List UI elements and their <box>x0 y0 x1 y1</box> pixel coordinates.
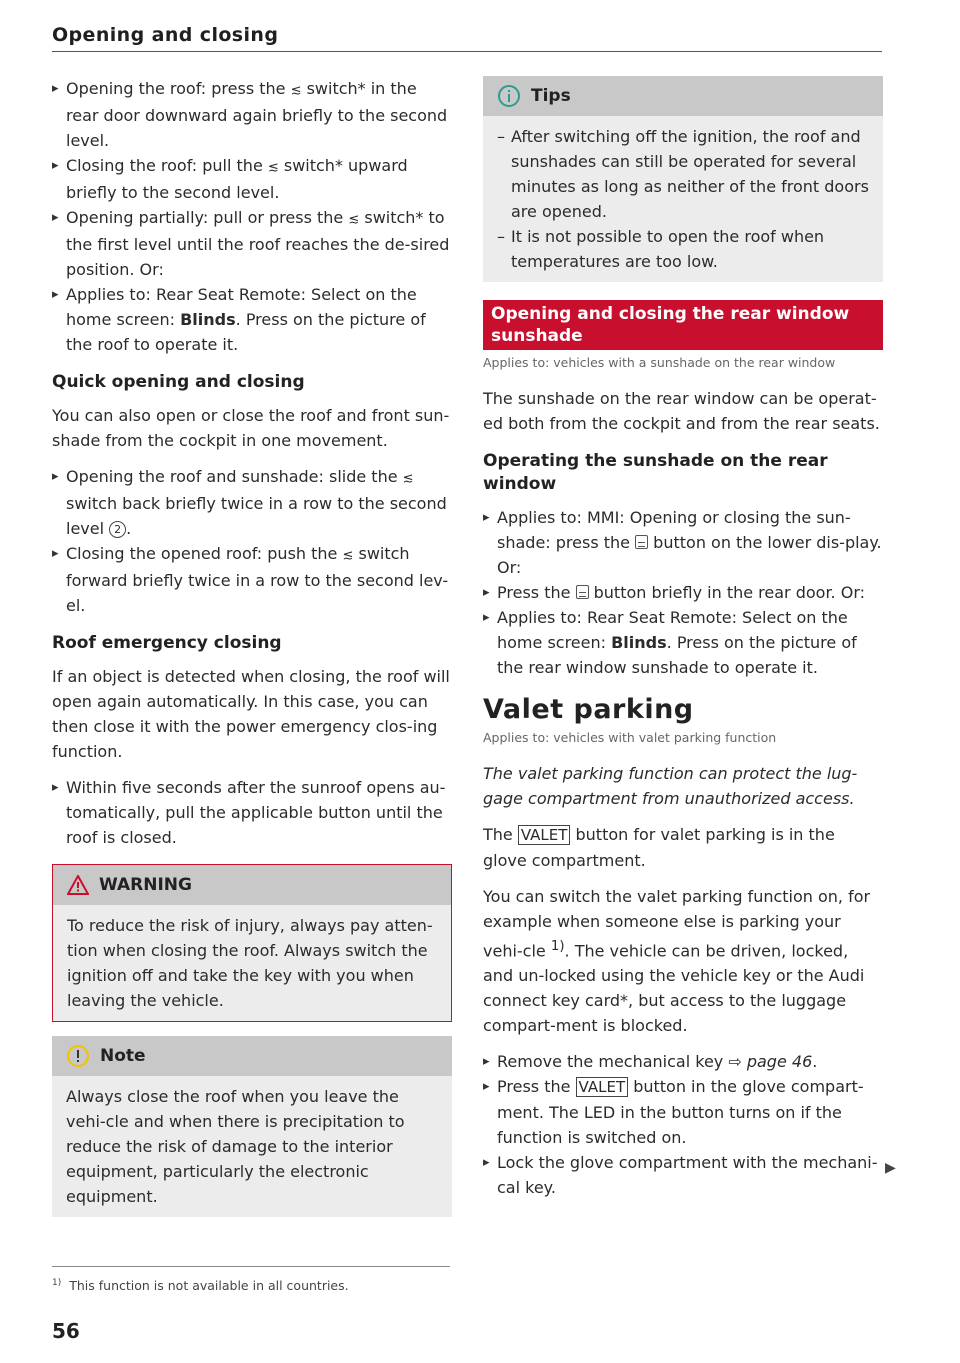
tips-box <box>483 76 883 282</box>
quick-opening-paragraph: You can also open or close the roof and front sun-shade from the cockpit in one movement. <box>52 406 450 450</box>
step-rear-seat-remote: ▸ Applies to: Rear Seat Remote: Select on the home screen: Blinds. Press on the picture of the roof to operate it. <box>52 282 452 357</box>
tips-header <box>483 76 883 116</box>
sunshade-steps-list <box>483 505 883 680</box>
step-mmi-sunshade: ▸ Applies to: MMI: Opening or closing the sun-shade: press the button on the lower dis-play. Or: <box>483 505 883 580</box>
step-closing-roof: ▸ Closing the roof: pull the ≲ switch* upward briefly to the second level. <box>52 153 452 205</box>
step-lock-glove-compartment: ▸ Lock the glove compartment with the mechani-cal key. <box>483 1150 883 1200</box>
roof-steps-list <box>52 76 452 357</box>
tips-body <box>483 116 883 282</box>
left-column <box>52 76 452 1228</box>
page-header-title: Opening and closing <box>52 24 279 46</box>
tip-item: – It is not possible to open the roof when temperatures are too low. <box>497 224 869 274</box>
valet-description: You can switch the valet parking function on, for example when someone else is parking your vehi-cle $^{1)}$. The vehicle can be driven, locked, and un-locked using the vehicle key or the Audi connect key card*, but access to the luggage compart-ment is blocked. <box>483 887 871 1036</box>
continue-arrow-icon: ▶ <box>885 1160 896 1176</box>
step-close-opened-roof: ▸ Closing the opened roof: push the ≲ switch forward briefly twice in a row to the second lev-el. <box>52 541 452 618</box>
quick-opening-heading: Quick opening and closing <box>52 372 305 392</box>
sunshade-paragraph: The sunshade on the rear window can be operat-ed both from the cockpit and from the rear seats. <box>483 389 880 433</box>
valet-intro: The valet parking function can protect the lug-gage compartment from unauthorized access. <box>483 764 858 808</box>
step-remove-key: ▸ Remove the mechanical key ⇨ page 46. <box>483 1049 883 1074</box>
sunshade-subheading: Operating the sunshade on the rear window <box>483 451 828 494</box>
step-rear-seat-remote-blinds: ▸ Applies to: Rear Seat Remote: Select on the home screen: Blinds. Press on the picture of the rear window sunshade to operate it. <box>483 605 883 680</box>
warning-box <box>52 864 452 1022</box>
roof-switch-icon: ≲ <box>402 471 414 486</box>
page-reference-arrow-icon: ⇨ <box>728 1052 742 1072</box>
warning-header <box>53 865 451 905</box>
sunshade-applies-to: Applies to: vehicles with a sunshade on the rear window <box>483 355 836 370</box>
callout-number: 2 <box>109 521 126 538</box>
note-box <box>52 1036 452 1217</box>
header-rule <box>52 51 882 52</box>
emergency-closing-paragraph: If an object is detected when closing, the roof will open again automatically. In this case, you can then close it with the power emergency clos-ing function. <box>52 667 450 761</box>
roof-switch-icon: ≲ <box>290 83 302 98</box>
page-reference-link[interactable]: page 46 <box>746 1052 813 1072</box>
sunshade-section-heading: Opening and closing the rear window sunshade <box>483 300 883 350</box>
right-column <box>483 76 883 1211</box>
footnote: $^{1)}$ This function is not available in all countries. <box>52 1278 349 1294</box>
step-opening-roof: ▸ Opening the roof: press the ≲ switch* in the rear door downward again briefly to the second level. <box>52 76 452 153</box>
warning-body: To reduce the risk of injury, always pay atten-tion when closing the roof. Always switch the ignition off and take the key with you when leaving the vehicle. <box>53 905 451 1021</box>
note-header <box>52 1036 452 1076</box>
warning-triangle-icon <box>67 875 89 895</box>
roof-switch-icon: ≲ <box>342 548 354 563</box>
valet-button-location: The VALET button for valet parking is in the glove compartment. <box>483 825 835 870</box>
note-title: Note <box>100 1046 146 1066</box>
valet-key-label: VALET <box>518 825 571 845</box>
valet-parking-heading: Valet parking <box>483 694 694 725</box>
warning-title: WARNING <box>99 875 192 895</box>
note-exclamation-icon <box>66 1044 90 1068</box>
roof-switch-icon: ≲ <box>267 160 279 175</box>
note-body: Always close the roof when you leave the vehi-cle and when there is precipitation to reduce the risk of damage to the interior equipment, particularly the electronic equipment. <box>52 1076 452 1217</box>
step-opening-partially: ▸ Opening partially: pull or press the ≲ switch* to the first level until the roof reaches the de-sired position. Or: <box>52 205 452 282</box>
emergency-closing-heading: Roof emergency closing <box>52 633 282 653</box>
step-emergency-close: ▸ Within five seconds after the sunroof opens au-tomatically, pull the applicable button until the roof is closed. <box>52 775 452 850</box>
valet-key-label: VALET <box>576 1077 629 1097</box>
step-rear-door-button: ▸ Press the button briefly in the rear door. Or: <box>483 580 883 605</box>
info-icon <box>497 84 521 108</box>
valet-steps-list <box>483 1049 883 1200</box>
tips-title: Tips <box>531 86 571 106</box>
sunshade-button-icon <box>635 535 648 549</box>
tip-item: – After switching off the ignition, the roof and sunshades can still be operated for several minutes as long as neither of the front doors are opened. <box>497 124 869 224</box>
emergency-steps-list <box>52 775 452 850</box>
quick-steps-list <box>52 464 452 618</box>
footnote-rule <box>52 1266 450 1267</box>
step-press-valet: ▸ Press the VALET button in the glove compart-ment. The LED in the button turns on if the function is switched on. <box>483 1074 883 1150</box>
roof-switch-icon: ≲ <box>348 212 360 227</box>
page-number: 56 <box>52 1319 80 1343</box>
sunshade-button-icon <box>576 585 589 599</box>
step-open-roof-sunshade: ▸ Opening the roof and sunshade: slide the ≲ switch back briefly twice in a row to the second level 2 . <box>52 464 452 541</box>
valet-applies-to: Applies to: vehicles with valet parking function <box>483 730 777 745</box>
